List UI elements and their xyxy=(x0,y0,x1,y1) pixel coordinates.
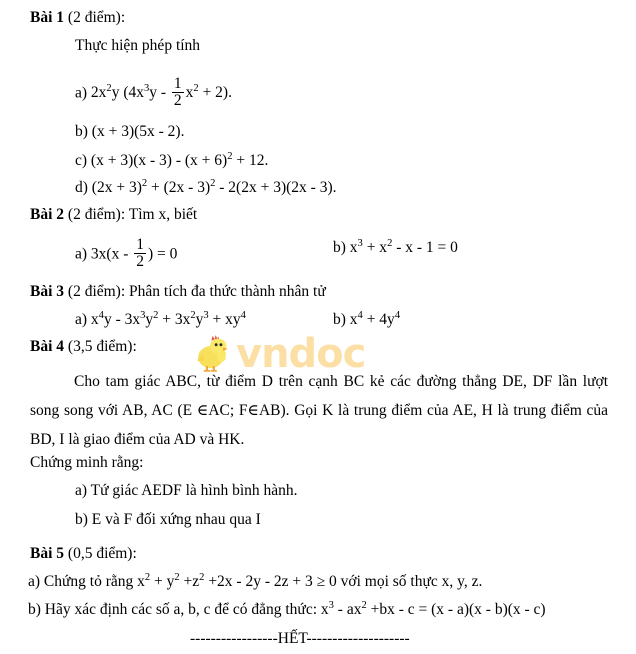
item-label-a: a) xyxy=(75,84,88,102)
exercise-heading-bai2-points: (2 điểm): Tìm x, biết xyxy=(64,206,198,223)
item-label-a: a) xyxy=(75,245,88,263)
exercise-heading-bai3-points: (2 điểm): Phân tích đa thức thành nhân tử xyxy=(64,283,326,300)
item-label-a: a) xyxy=(28,573,41,590)
exercise-bai2-item-b xyxy=(333,237,458,256)
exercise-heading-bai1 xyxy=(30,10,125,26)
item-expr-a: $x^4y - 3x^3y^2 + 3x^2y^3 + xy^4$ xyxy=(90,309,246,328)
exercise-bai4-paragraph xyxy=(30,367,608,454)
exercise-heading-bai3 xyxy=(30,284,326,300)
exercise-heading-bai5-points: (0,5 điểm): xyxy=(64,545,137,562)
fraction-one-half xyxy=(172,76,184,110)
item-expr-b: $x^3 + x^2 - x - 1 = 0$ xyxy=(349,237,458,256)
fraction-numerator: 1 xyxy=(136,236,144,253)
item-expr-a: Tứ giác AEDF là hình bình hành. xyxy=(90,482,298,499)
exercise-heading-bai1-points: (2 điểm): xyxy=(64,9,126,26)
item-label-d: d) xyxy=(75,179,88,196)
exercise-bai3-item-b xyxy=(333,309,401,328)
exercise-bai1-item-c xyxy=(75,150,269,169)
exercise-bai3-item-a xyxy=(75,309,246,328)
footer-het-text: HẾT xyxy=(277,630,307,647)
exercise-heading-bai1-label: Bài 1 xyxy=(30,9,65,26)
fraction-one-half xyxy=(134,237,146,271)
exercise-bai1-item-b xyxy=(75,124,184,140)
item-expr-a-part1: 3x(x - xyxy=(90,245,133,263)
item-expr-b: Hãy xác định các số a, b, c để có đẳng thức: $x^3 - ax^2 +bx - c = (x - a)(x - b)(x - c)$ xyxy=(44,599,546,618)
item-label-c: c) xyxy=(75,152,88,169)
footer-het-line xyxy=(190,631,410,647)
item-label-b: b) xyxy=(333,239,346,256)
exercise-bai1-item-a xyxy=(75,77,232,111)
item-expr-b: E và F đối xứng nhau qua I xyxy=(91,511,261,528)
item-label-a: a) xyxy=(75,482,88,499)
item-label-b: b) xyxy=(75,123,88,140)
exercise-heading-bai4-label: Bài 4 xyxy=(30,338,65,355)
exercise-bai5-item-a xyxy=(28,571,483,590)
exercise-bai2-item-a xyxy=(75,238,177,272)
exercise-bai1-item-d xyxy=(75,177,337,196)
item-expr-b: (x + 3)(5x - 2). xyxy=(91,123,185,140)
exercise-bai4-paragraph-text: Cho tam giác ABC, từ điểm D trên cạnh BC kẻ các đường thẳng DE, DF lần lượt song song với AB, AC (E ∈AC; F∈AB). Gọi K là trung điểm của AE, H là trung điểm của BD, I là giao điểm của AD và HK. xyxy=(30,373,608,448)
exercise-heading-bai3-label: Bài 3 xyxy=(30,283,65,300)
exercise-heading-bai4-points: (3,5 điểm): xyxy=(64,338,137,355)
fraction-numerator: 1 xyxy=(173,75,182,92)
exercise-heading-bai4 xyxy=(30,339,137,355)
item-expr-a-part1: $2x^2y$ ($4x^3y$ - xyxy=(90,83,170,102)
exercise-bai1-prompt: Thực hiện phép tính xyxy=(75,37,201,54)
item-label-a: a) xyxy=(75,311,88,328)
exercise-heading-bai2 xyxy=(30,207,197,223)
item-label-b: b) xyxy=(75,511,88,528)
fraction-denominator: 2 xyxy=(136,253,144,271)
exercise-bai5-item-b xyxy=(28,599,546,618)
exercise-heading-bai5-label: Bài 5 xyxy=(30,545,65,562)
item-expr-a-part2: ) = 0 xyxy=(148,245,178,263)
exercise-heading-bai5 xyxy=(30,546,137,562)
item-expr-b: $x^4 + 4y^4$ xyxy=(349,309,401,328)
footer-dashes-right: -------------------- xyxy=(306,630,410,647)
exercise-bai4-subprompt: Chứng minh rằng: xyxy=(30,454,144,471)
item-label-b: b) xyxy=(28,601,41,618)
exercise-bai4-item-a xyxy=(75,483,298,499)
item-expr-c: $(x + 3)(x - 3) - (x + 6)^2 + 12$. xyxy=(90,150,269,169)
exercise-heading-bai2-label: Bài 2 xyxy=(30,206,65,223)
item-expr-a-part2: $x^2 + 2$). xyxy=(185,83,232,102)
fraction-denominator: 2 xyxy=(173,92,182,110)
footer-dashes-left: ----------------- xyxy=(190,630,278,647)
exercise-bai4-item-b xyxy=(75,512,261,528)
item-expr-a: Chứng tỏ rằng $x^2 + y^2 +z^2 +2x - 2y - 2z + 3 \ge 0$ với mọi số thực x, y, z. xyxy=(43,571,483,590)
item-expr-d: $(2x + 3)^2 + (2x - 3)^2 - 2(2x + 3)(2x - 3)$. xyxy=(91,177,337,196)
item-label-b: b) xyxy=(333,311,346,328)
watermark-brand-text: vndoc xyxy=(236,331,366,377)
